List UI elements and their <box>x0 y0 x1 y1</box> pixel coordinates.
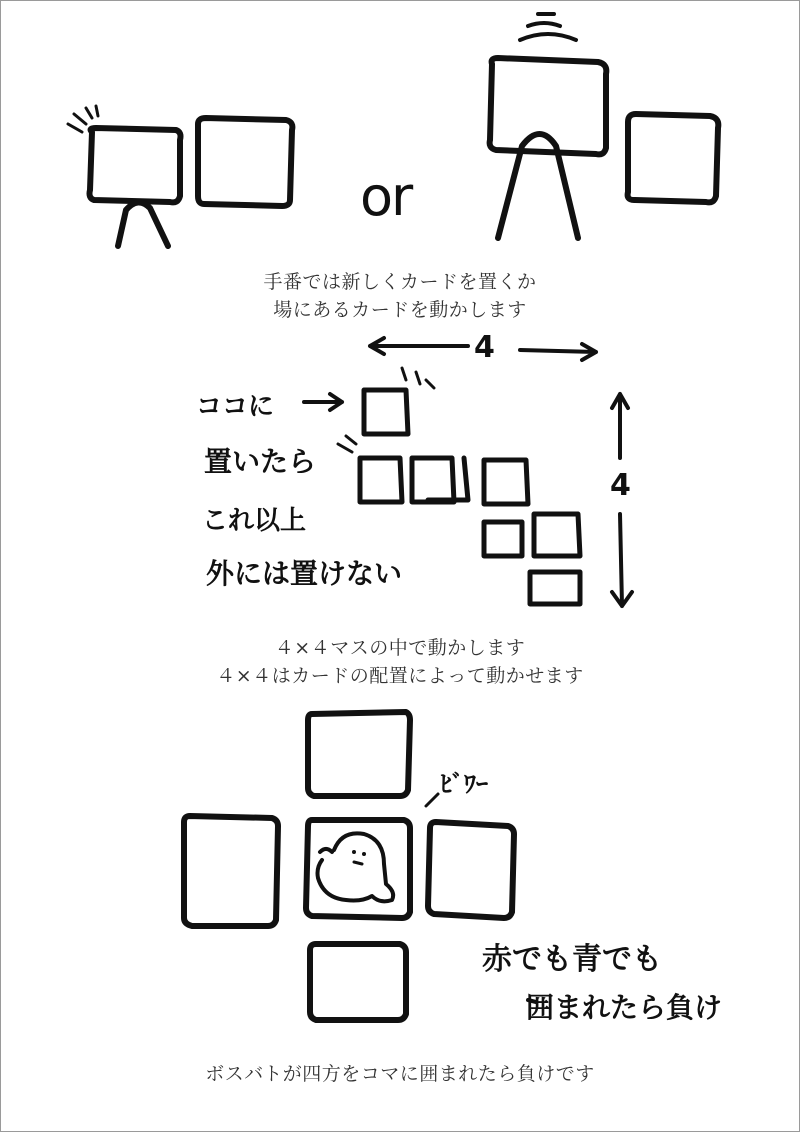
note-arrow <box>304 394 342 410</box>
placement-motion-lines <box>338 368 434 452</box>
corner-card <box>364 390 408 434</box>
ghost-boss-icon <box>318 833 394 901</box>
ghost-eye-icon <box>352 850 356 854</box>
lift-motion-lines <box>520 14 576 40</box>
caption-section1-line2: 場にあるカードを動かします <box>273 299 527 321</box>
option-move-card <box>490 14 719 238</box>
hand-placing-icon <box>118 202 168 246</box>
ghost-mouth-icon <box>354 862 362 864</box>
existing-card <box>198 118 292 206</box>
or-label: or <box>360 165 412 228</box>
option-place-card <box>68 106 292 246</box>
ghost-exclaim: ﾋﾞﾜｰ <box>440 770 488 798</box>
grid-card <box>428 458 468 500</box>
note-line-3: これ以上 <box>202 506 307 536</box>
card-right <box>428 822 514 918</box>
height-label: 4 <box>610 468 631 503</box>
grid-card <box>530 572 580 604</box>
card-bottom <box>310 944 406 1020</box>
caption-section3: ボスバトが四方をコマに囲まれたら負けです <box>205 1063 595 1085</box>
exclaim-lines <box>426 794 438 806</box>
note-line-2: 置いたら <box>204 445 317 478</box>
existing-card-right <box>628 114 719 202</box>
width-label: 4 <box>474 330 495 365</box>
surround-note-line-2: 囲まれたら負け <box>526 991 723 1024</box>
grid-card <box>534 514 580 556</box>
grid-card <box>484 460 528 504</box>
grid-card <box>360 458 402 502</box>
note-line-4: 外には置けない <box>206 557 403 590</box>
card-top <box>308 712 410 796</box>
card-being-placed <box>90 128 181 202</box>
ghost-eye-icon <box>362 852 366 856</box>
note-line-1: ココに <box>196 392 275 422</box>
caption-section1-line1: 手番では新しくカードを置くか <box>263 271 537 293</box>
caption-section2-line2: ４×４はカードの配置によって動かせます <box>216 665 584 687</box>
grid-card <box>412 458 454 502</box>
surround-note-line-1: 赤でも青でも <box>482 942 662 977</box>
caption-section2-line1: ４×４マスの中で動かします <box>274 637 526 659</box>
grid-card <box>484 522 522 556</box>
card-left <box>184 816 278 926</box>
